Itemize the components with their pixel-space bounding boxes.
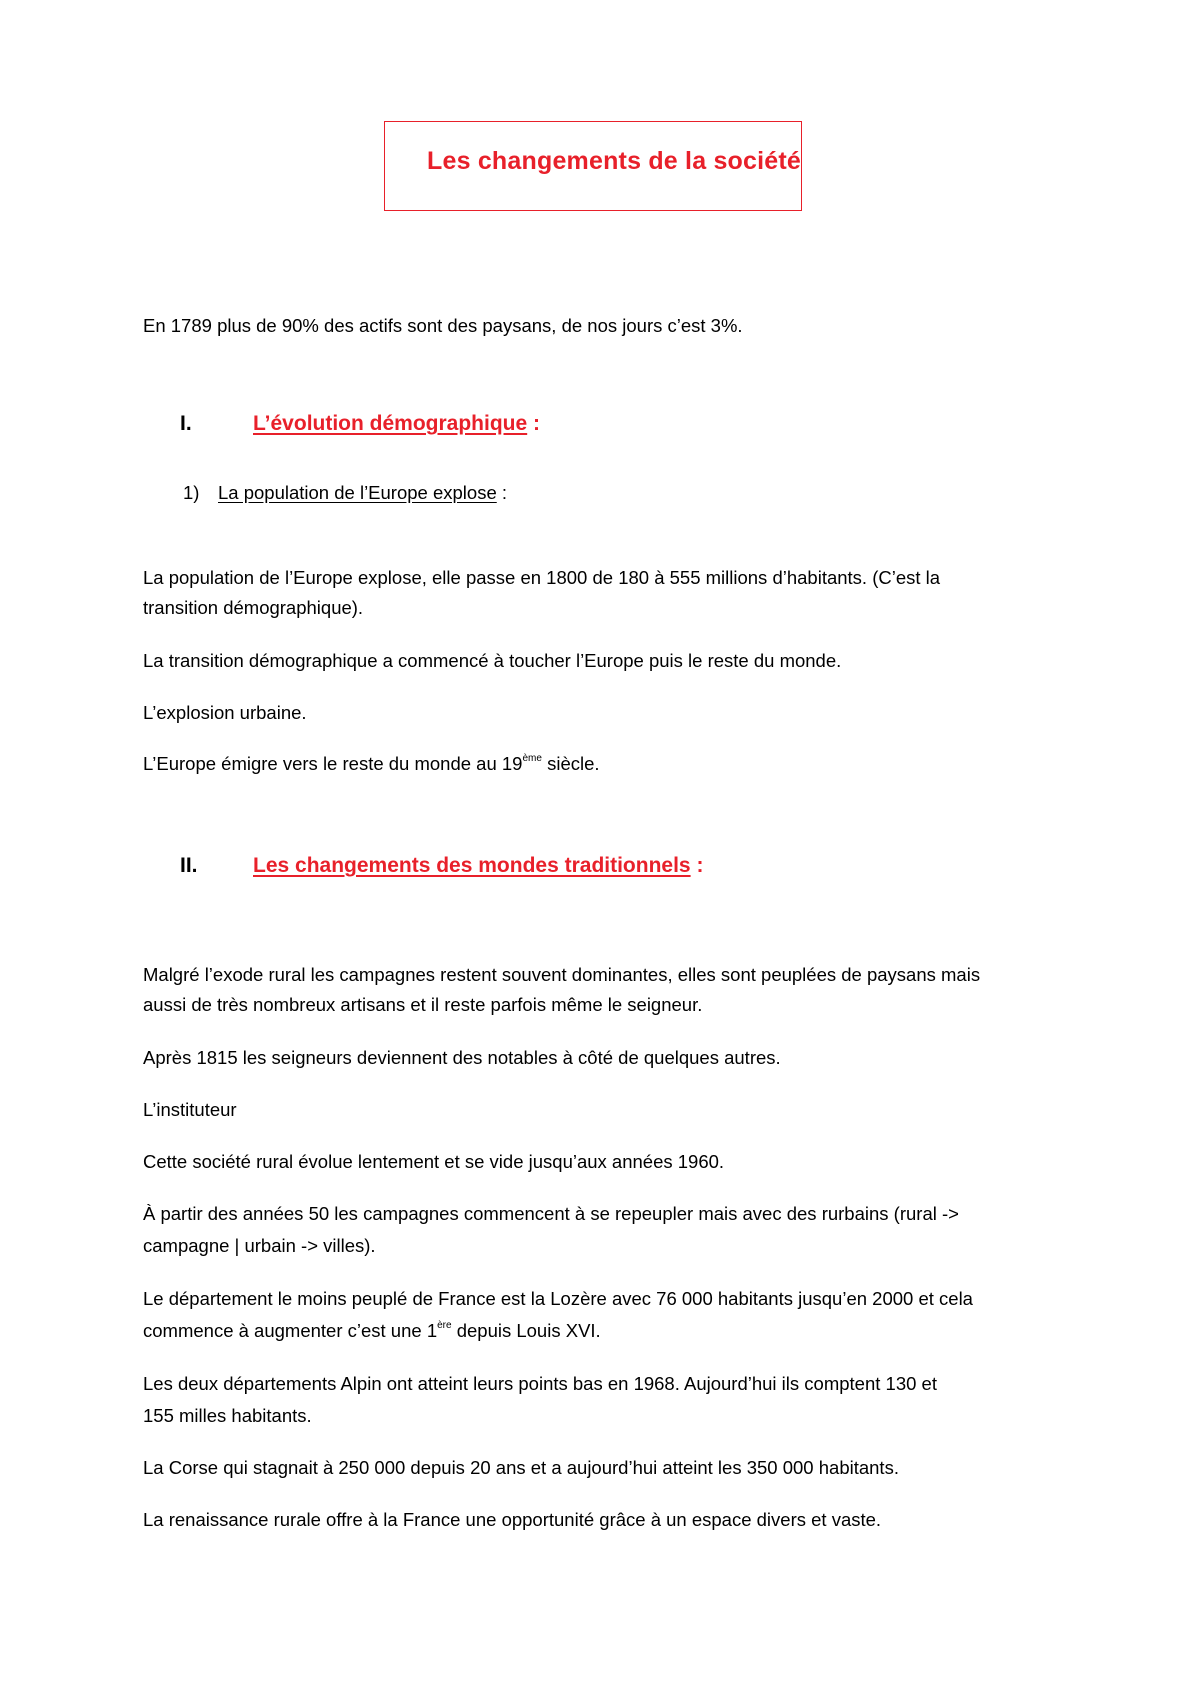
section2-paragraph4: Cette société rural évolue lentement et se vide jusqu’aux années 1960.	[143, 1151, 725, 1172]
section1-number: I.	[180, 412, 192, 435]
section2-paragraph2: Après 1815 les seigneurs deviennent des notables à côté de quelques autres.	[143, 1047, 781, 1068]
title-box	[384, 121, 802, 211]
section1-paragraph2: La transition démographique a commencé à toucher l’Europe puis le reste du monde.	[143, 650, 842, 671]
section1-paragraph4	[143, 748, 600, 779]
para4-text-end: siècle.	[541, 753, 600, 774]
section2-heading	[253, 854, 703, 878]
intro-paragraph: En 1789 plus de 90% des actifs sont des paysans, de nos jours c’est 3%.	[143, 315, 743, 336]
section2-paragraph6-line1: Le département le moins peuplé de France est la Lozère avec 76 000 habitants jusqu’en 2000 et cela	[143, 1288, 973, 1309]
subsection1-title: La population de l’Europe explose	[218, 482, 497, 503]
section2-paragraph3: L’instituteur	[143, 1099, 237, 1120]
section1-title: L’évolution démographique	[253, 412, 528, 435]
p6-superscript: ère	[437, 1319, 452, 1331]
document-title: Les changements de la société	[427, 147, 802, 175]
section2-paragraph5-line2: campagne | urbain -> villes).	[143, 1235, 376, 1256]
section2-paragraph7-line1: Les deux départements Alpin ont atteint leurs points bas en 1968. Aujourd’hui ils comptent 130 et	[143, 1373, 937, 1394]
p6-text: commence à augmenter c’est une 1	[143, 1320, 438, 1341]
subsection1-colon: :	[496, 482, 508, 503]
section2-paragraph5-line1: À partir des années 50 les campagnes commencent à se repeupler mais avec des rurbains (rural ->	[143, 1203, 959, 1224]
section2-colon: :	[690, 854, 704, 877]
section1-heading	[253, 412, 540, 436]
p6-text-end: depuis Louis XVI.	[451, 1320, 601, 1341]
section2-paragraph6-line2	[143, 1315, 601, 1346]
section2-paragraph9: La renaissance rurale offre à la France une opportunité grâce à un espace divers et vaste.	[143, 1509, 882, 1530]
subsection1-heading	[218, 482, 507, 504]
section2-title: Les changements des mondes traditionnels	[253, 854, 691, 877]
section2-paragraph8: La Corse qui stagnait à 250 000 depuis 20 ans et a aujourd’hui atteint les 350 000 habitants.	[143, 1457, 899, 1478]
para4-text: L’Europe émigre vers le reste du monde au 19	[143, 753, 523, 774]
section2-paragraph7-line2: 155 milles habitants.	[143, 1405, 312, 1426]
section1-paragraph1-line2: transition démographique).	[143, 597, 364, 618]
section2-number: II.	[180, 854, 198, 877]
section2-paragraph1-line1: Malgré l’exode rural les campagnes restent souvent dominantes, elles sont peuplées de paysans mais	[143, 964, 981, 985]
section1-colon: :	[527, 412, 541, 435]
section2-paragraph1-line2: aussi de très nombreux artisans et il reste parfois même le seigneur.	[143, 994, 703, 1015]
subsection1-number: 1)	[183, 482, 200, 503]
para4-superscript: ème	[522, 752, 542, 764]
section1-paragraph1-line1: La population de l’Europe explose, elle passe en 1800 de 180 à 555 millions d’habitants. (C’est la	[143, 567, 941, 588]
section1-paragraph3: L’explosion urbaine.	[143, 702, 307, 723]
